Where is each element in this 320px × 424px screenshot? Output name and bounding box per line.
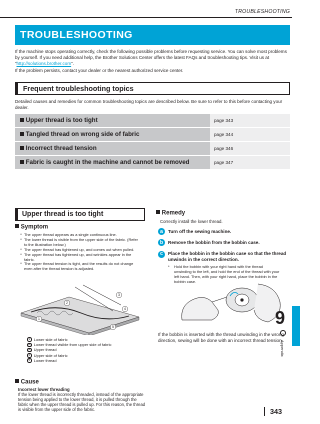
solutions-link[interactable]: http://solutions.brother.com [16,61,72,67]
intro-text: If the machine stops operating correctly, check the following possible problems before requesting service. You can solve most problems by yourself. If you need additional help, the Brother Solutions Center offers the latest FAQs and troubleshooting tips. Visit us at “ [15,49,287,67]
frequent-topics-heading: Frequent troubleshooting topics [23,84,134,93]
legend-label: Lower thread [33,357,57,363]
step-note: * Hold the bobbin with your right hand with the thread unwinding to the left, and hold the end of the thread with your left hand. Then, with your right hand, place the bobbin in the bobbin case. [168,264,280,284]
step-number-icon: c [158,251,165,258]
intro-text-after: ”. [71,61,74,67]
topic-label [15,128,210,142]
upper-thread-banner [15,208,145,221]
legend-number: 4 [28,352,31,357]
symptom-note: * The upper thread has tightened up, and wrinkles appear in the fabric. [20,251,132,262]
step-number-icon: a [158,228,165,235]
step-text: Remove the bobbin from the bobbin case. [168,239,260,245]
symptom-note: * The upper thread has tightened up, and comes out when pulled. [20,246,135,252]
step-text: Place the bobbin in the bobbin case so that the thread unwinds in the correct direction. [168,251,287,263]
step-item [158,228,288,235]
symptom-note: * The lower thread is visible from the upper side of the fabric. (Refer to the illustration below.) [20,236,138,247]
topic-row[interactable] [15,142,290,156]
legend-number: 5 [28,357,31,362]
legend-label: Upper thread [33,347,57,353]
chapter-tab[interactable] [292,306,300,346]
thread-tension-illustration [17,283,147,335]
illustration-legend [27,337,145,363]
square-bullet-icon [15,224,19,228]
topic-label-text: Incorrect thread tension [25,145,97,152]
frequent-description: Detailed causes and remedies for common troubleshooting topics are described below. Be sure to refer to this before contacting your dealer. [15,99,283,111]
page-number-rule [264,407,265,416]
topic-page[interactable]: page 343 [210,114,290,128]
topics-table [15,114,290,170]
remedy-heading [156,210,185,216]
step-number-icon: b [159,239,164,246]
legend-number: 2 [28,342,31,347]
topic-label-text: Upper thread is too tight [25,117,98,124]
cause-heading-text: Cause [20,379,39,386]
legend-number: 1 [28,337,31,341]
step-text: Turn off the sewing machine. [168,228,232,234]
chapter-number: 9 [274,308,285,328]
topic-row[interactable] [15,156,290,170]
topic-label-text: Fabric is caught in the machine and cannot be removed [25,159,190,166]
callout-3-label: 3 [118,293,120,298]
remedy-final-note: If the bobbin is inserted with the thread unwinding in the wrong direction, sewing will be done with an incorrect thread tension. [158,332,284,343]
remedy-intro: Correctly install the lower thread. [160,219,223,224]
symptom-note: * The upper thread tension is tight, and the results do not change even after the thread tension is adjusted. [20,261,134,272]
step-note-text: Hold the bobbin with your right hand with the thread unwinding to the left, and hold the end of the thread with your left hand. Then, with your right hand, place the bobbin in the bobbin case. [174,264,280,284]
cause-text: If the lower thread is incorrectly threaded, instead of the appropriate tension being applied to the lower thread, it is pulled through the fabric when the upper thread is pulled up. For this reason, the thread is visible from the upper side of the fabric. [18,392,146,413]
bobbin-center-icon [240,298,243,301]
topic-label [15,114,210,128]
title-banner [15,25,290,45]
cause-subheading: Incorrect lower threading [18,387,70,392]
intro-line2: If the problem persists, contact your dealer or the nearest authorized service center. [15,67,184,73]
callout-2-label: 2 [66,301,68,306]
legend-label: Upper side of fabric [33,352,68,358]
step-item [158,239,288,246]
appendix-icon [280,330,286,336]
square-bullet-icon [20,118,24,122]
callout-1-label: 1 [38,317,40,322]
fabric-upper-side [21,297,139,333]
square-bullet-icon [20,160,24,164]
symptom-heading-text: Symptom [20,224,49,231]
topic-label [15,142,210,156]
symptom-note: * The upper thread appears as a single continuous line. [20,232,117,237]
square-bullet-icon [20,146,24,150]
callout-4-label: 4 [124,307,126,312]
left-hand-icon [182,297,219,320]
legend-number: 3 [28,347,31,352]
side-label-text: Appendix [280,340,285,357]
legend-label: Lower side of fabric [33,337,68,342]
topic-label-text: Tangled thread on wrong side of fabric [25,131,140,138]
step-item [158,251,288,263]
cause-heading [15,379,39,385]
symptom-notes [18,233,142,272]
upper-thread-heading: Upper thread is too tight [22,211,104,218]
symptom-heading [15,224,48,230]
page-title: TROUBLESHOOTING [20,29,133,41]
square-bullet-icon [20,132,24,136]
topic-label [15,156,210,170]
legend-label: Lower thread visible from upper side of fabric [33,342,112,348]
legend-item [27,358,145,363]
topic-row[interactable] [15,114,290,128]
frequent-topics-banner [15,82,290,95]
topic-page[interactable]: page 344 [210,128,290,142]
square-bullet-icon [15,379,19,383]
intro-paragraph [15,49,290,74]
remedy-heading-text: Remedy [161,210,186,217]
side-label [276,340,286,380]
topic-page[interactable]: page 346 [210,142,290,156]
running-header: TROUBLESHOOTING [234,9,290,15]
lower-thread-strand [83,285,121,305]
square-bullet-icon [156,210,160,214]
callout-5-label: 5 [112,325,114,330]
page-number: 343 [270,407,282,416]
header-rule [0,17,292,18]
topic-row[interactable] [15,128,290,142]
topic-page[interactable]: page 347 [210,156,290,170]
